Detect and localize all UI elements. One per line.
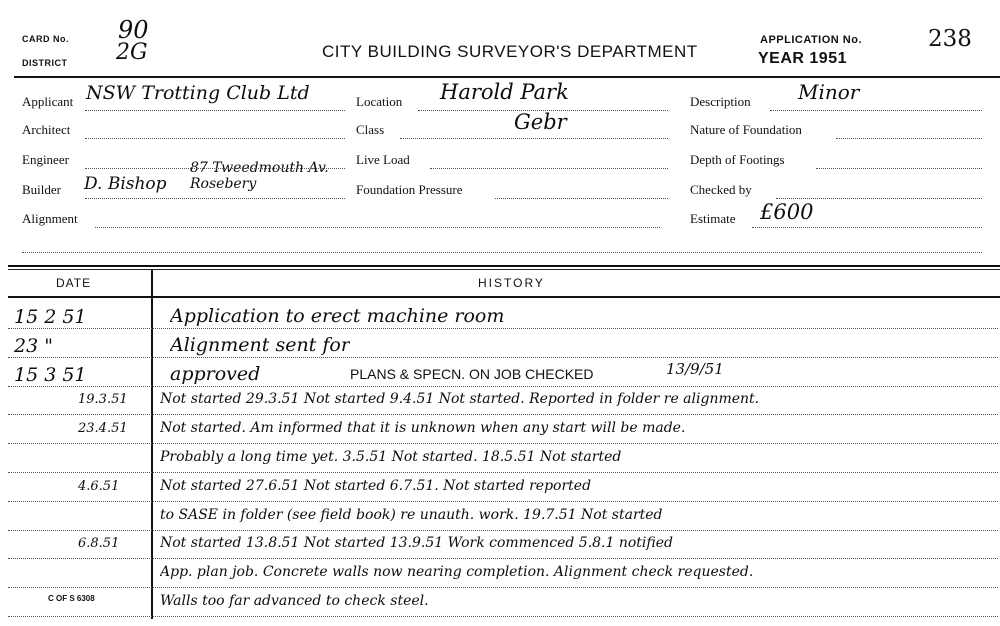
- row-date: 15 2 51: [14, 306, 87, 328]
- row-rule: [8, 357, 998, 358]
- architect-label: Architect: [22, 122, 71, 137]
- row-history-text: Alignment sent for: [170, 333, 350, 356]
- row-rule: [8, 501, 998, 502]
- builder-label: Builder: [22, 182, 61, 197]
- location-value: Harold Park: [440, 80, 569, 104]
- applicant-line: [85, 110, 345, 111]
- district-value: 2G: [116, 40, 148, 65]
- row-rule: [8, 558, 998, 559]
- alignment-line: [95, 227, 660, 228]
- class-line: [400, 138, 668, 139]
- row-date: 6.8.51: [78, 536, 120, 552]
- foundation-pressure-line: [495, 198, 668, 199]
- district-label: DISTRICT: [22, 58, 68, 68]
- row-history-text: Walls too far advanced to check steel.: [160, 593, 429, 609]
- row-date: 15 3 51: [14, 363, 87, 386]
- checked-by-line: [776, 198, 982, 199]
- card-no-value: 90: [118, 16, 149, 44]
- applicant-label: Applicant: [22, 94, 74, 109]
- alignment-label: Alignment: [22, 211, 78, 226]
- row-history-text: Not started 27.6.51 Not started 6.7.51. Not started reported: [160, 477, 592, 494]
- live-load-label: Live Load: [356, 152, 410, 167]
- row-rule: [8, 414, 998, 415]
- row-rule: [8, 530, 998, 531]
- row-history-text: Application to erect machine room: [170, 305, 505, 327]
- row-rule: [8, 328, 998, 329]
- class-value: Gebr: [514, 110, 567, 134]
- description-label: Description: [690, 94, 751, 109]
- history-header: HISTORY: [478, 276, 545, 290]
- builder-address: 87 Tweedmouth Av. Rosebery: [190, 160, 329, 192]
- description-value: Minor: [798, 80, 860, 104]
- description-line: [770, 110, 982, 111]
- row-date: 23 ": [14, 334, 53, 357]
- checked-by-label: Checked by: [690, 182, 752, 197]
- table-top-rule: [8, 265, 1000, 267]
- depth-line: [816, 168, 982, 169]
- foundation-pressure-label: Foundation Pressure: [356, 182, 463, 197]
- row-history-text: Not started. Am informed that it is unknown when any start will be made.: [160, 420, 686, 437]
- table-top-rule-2: [8, 269, 1000, 270]
- applicant-value: NSW Trotting Club Ltd: [86, 82, 310, 104]
- estimate-label: Estimate: [690, 211, 736, 226]
- form-code: C OF S 6308: [48, 594, 95, 603]
- builder-value: D. Bishop: [84, 174, 167, 194]
- estimate-value: £600: [760, 200, 814, 224]
- row-date: 23.4.51: [78, 421, 128, 437]
- application-no-label: APPLICATION No.: [760, 34, 863, 46]
- row-rule: [8, 386, 998, 387]
- depth-of-footings-label: Depth of Footings: [690, 152, 785, 167]
- builder-line: [85, 198, 345, 199]
- estimate-line: [752, 227, 982, 228]
- row-history-text: App. plan job. Concrete walls now nearing completion. Alignment check requested.: [160, 564, 754, 581]
- application-no-value: 238: [928, 26, 972, 52]
- row-date: 19.3.51: [78, 392, 128, 408]
- location-line: [418, 110, 668, 111]
- row-history-text: Not started 13.8.51 Not started 13.9.51 Work commenced 5.8.1 notified: [160, 535, 673, 552]
- row-rule: [8, 443, 998, 444]
- header-rule: [14, 76, 1000, 78]
- row-history-text: Not started 29.3.51 Not started 9.4.51 Not started. Reported in folder re alignment.: [160, 391, 760, 408]
- row-date: 4.6.51: [78, 478, 120, 494]
- engineer-label: Engineer: [22, 152, 69, 167]
- date-header: DATE: [56, 276, 92, 290]
- alignment-line-2: [22, 252, 982, 253]
- row-rule: [8, 587, 998, 588]
- row-stamp-date: 13/9/51: [666, 359, 724, 378]
- nature-line: [836, 138, 982, 139]
- row-history-text: approved: [170, 362, 261, 385]
- row-stamp: PLANS & SPECN. ON JOB CHECKED: [350, 365, 594, 382]
- row-rule: [8, 616, 998, 617]
- card-no-label: CARD No.: [22, 34, 69, 44]
- year-label: YEAR 1951: [758, 50, 847, 67]
- live-load-line: [430, 168, 668, 169]
- row-rule: [8, 472, 998, 473]
- nature-of-foundation-label: Nature of Foundation: [690, 122, 802, 137]
- engineer-line: [85, 168, 345, 169]
- architect-line: [85, 138, 345, 139]
- row-history-text: to SASE in folder (see field book) re unauth. work. 19.7.51 Not started: [160, 506, 663, 523]
- table-header-rule: [8, 296, 1000, 298]
- department-title: CITY BUILDING SURVEYOR'S DEPARTMENT: [322, 42, 698, 61]
- class-label: Class: [356, 122, 385, 137]
- row-history-text: Probably a long time yet. 3.5.51 Not started. 18.5.51 Not started: [160, 449, 622, 465]
- location-label: Location: [356, 94, 403, 109]
